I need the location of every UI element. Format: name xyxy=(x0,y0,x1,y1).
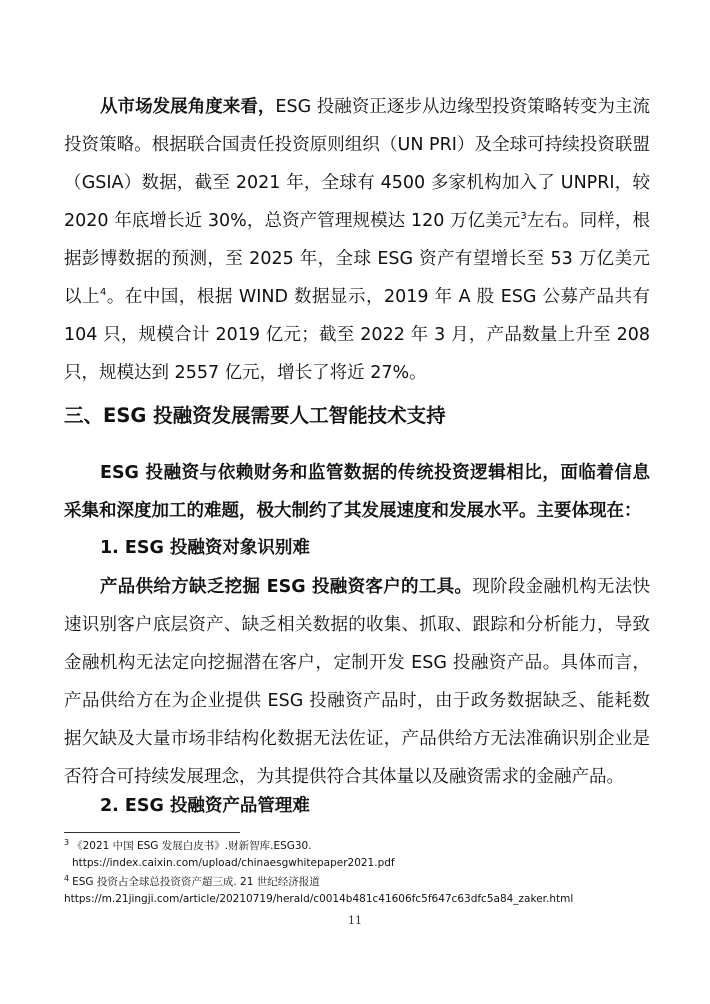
footnote-line xyxy=(64,838,664,855)
footnote-ref[interactable]: 4 xyxy=(100,287,107,299)
footnote-url[interactable]: https://m.21jingji.com/article/20210719/herald/c0014b481c41606fc5f647c63dfc5a84_zaker.html xyxy=(64,893,574,905)
footnote-source: ESG 投资占全球总投资资产超三成. 21 世纪经济报道 xyxy=(72,876,320,888)
paragraph-text: ESG 投融资正逐步从边缘型投资策略转变为主流投资策略。根据联合国责任投资原则组织（UN PRI）及全球可持续投资联盟（GSIA）数据，截至 2021 年，全球有 4500 多家机构加入了 UNPRI，较 2020 年底增长近 30%，总资产管理规模达 120 万亿美元 xyxy=(64,97,650,231)
footnote-4 xyxy=(64,874,664,908)
footnote-url[interactable]: https://index.caixin.com/upload/chinaesgwhitepaper2021.pdf xyxy=(72,857,395,869)
subsection-heading-2: 2. ESG 投融资产品管理难 xyxy=(100,796,310,816)
footnote-source: 《2021 中国 ESG 发展白皮书》.财新智库.ESG30. xyxy=(72,840,312,852)
paragraph-lead: 产品供给方缺乏挖掘 ESG 投融资客户的工具。 xyxy=(100,577,473,597)
paragraph-lead: 从市场发展角度来看， xyxy=(100,97,276,117)
footnote-number: 4 xyxy=(64,873,70,883)
intro-paragraph: ESG 投融资与依赖财务和监管数据的传统投资逻辑相比，面临着信息采集和深度加工的难题，极大制约了其发展速度和发展水平。主要体现在： xyxy=(64,463,650,521)
page-number: 11 xyxy=(348,914,362,927)
footnote-line xyxy=(64,874,664,891)
subsection-heading-1: 1. ESG 投融资对象识别难 xyxy=(100,538,310,558)
paragraph-market-development xyxy=(64,88,650,392)
paragraph-text: 左右。同样，根据彭博数据的预测，至 2025 年，全球 ESG 资产有望增长至 53 万亿美元以上 xyxy=(64,211,651,307)
footnote-divider xyxy=(64,832,240,833)
paragraph-text: 。在中国，根据 WIND 数据显示，2019 年 A 股 ESG 公募产品共有 104 只，规模合计 2019 亿元；截至 2022 年 3 月，产品数量上升至 208 只，规模达到 2557 亿元，增长了将近 27%。 xyxy=(64,287,651,383)
paragraph-text: 现阶段金融机构无法快速识别客户底层资产、缺乏相关数据的收集、抓取、跟踪和分析能力，导致金融机构无法定向挖掘潜在客户，定制开发 ESG 投融资产品。具体而言，产品供给方在为企业提供 ESG 投融资产品时，由于政务数据缺乏、能耗数据欠缺及大量市场非结构化数据无法佐证，产品供给方无法准确识别企业是否符合可持续发展理念，为其提供符合其体量以及融资需求的金融产品。 xyxy=(64,577,651,787)
paragraph-product-supply xyxy=(64,568,650,796)
footnote-number: 3 xyxy=(64,837,70,847)
footnote-ref[interactable]: 3 xyxy=(520,211,527,223)
footnote-3 xyxy=(64,838,664,872)
section-heading: 三、ESG 投融资发展需要人工智能技术支持 xyxy=(64,404,446,427)
